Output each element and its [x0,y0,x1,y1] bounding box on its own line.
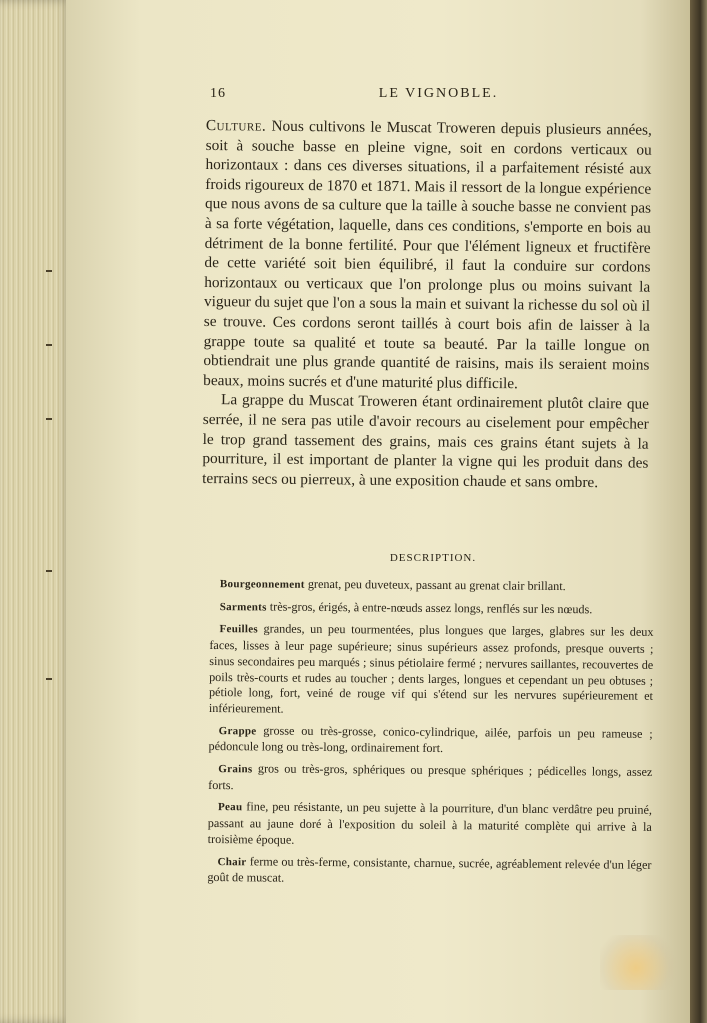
entry-term: Chair [217,855,247,868]
description-entry [208,723,652,759]
description-list [207,576,654,896]
description-entry [208,799,652,851]
entry-text: très-gros, érigés, à entre-nœuds assez longs, renflés sur les nœuds. [269,599,593,617]
entry-term: Peau [217,801,243,814]
entry-term: Grappe [218,724,257,738]
book-binding-edge [690,0,707,1023]
culture-label: Culture. [205,116,267,135]
description-title: DESCRIPTION. [389,552,477,564]
description-entry [210,576,654,597]
entry-term: Bourgeonnement [219,578,305,591]
book-page-edges [0,0,72,1023]
description-entry [208,761,652,797]
entry-text: grandes, un peu tourmentées, plus longues que larges, glabres sur les deux faces, lisses à leur page supérieure; sinus supérieurs assez profonds, presque ouverts ; sinus secondaires peu marqués ; sinus pétiolaire fermé ; nervures saillantes, recouvertes de poils très-courts et rudes au toucher ; dents larges, longues et cependant un peu obtuses ; pétiole long, fort, veiné de rouge vif qui s'étend sur les nervures supérieurement et inférieurement. [208,621,654,716]
body-text [202,116,652,493]
margin-mark [46,344,52,346]
entry-term: Feuilles [219,623,259,636]
description-entry [209,621,654,720]
margin-mark [46,678,52,680]
margin-mark [46,570,52,572]
page-number: 16 [210,86,226,101]
page-stain [600,935,680,990]
entry-text: gros ou très-gros, sphériques ou presque sphériques ; pédicelles longs, assez forts. [208,761,653,792]
paragraph-1-text: Nous cultivons le Muscat Troweren depuis plusieurs années, soit à souche basse en pleine vigne, soit en cordons verticaux ou horizontaux : dans ces diverses situations, il a parfaitement résisté aux froids rigoureux de 1870 et 1871. Mais il ressort de la longue expérience que nous avons de sa culture que la taille à souche basse ne convient pas à sa forte végétation, laquelle, dans ces conditions, s'emporte en bois au détriment de la bonne fertilité. Pour que l'élément ligneux et fructifère de cette variété soit bien équilibré, il faut la conduire sur cordons horizontaux ou verticaux que l'on prolonge plus ou moins suivant la vigueur du sujet que l'on a sous la main et suivant la richesse du sol où il se trouve. Ces cordons seront taillés à court bois afin de laisser à la grappe toute sa qualité et toute sa beauté. Par la taille longue on obtiendrait une plus grande quantité de raisins, mais ils seraient moins beaux, moins sucrés et d'une maturité plus difficile. [203,117,652,392]
description-entry [210,599,654,620]
running-head: LE VIGNOBLE. [378,86,499,101]
paragraph-2: La grappe du Muscat Troweren étant ordinairement plutôt claire que serrée, il ne sera pas utile d'avoir recours au ciselement pour empêcher le trop grand tassement des grains, mais ces grains étant sujets à la pourriture, il est important de planter la vigne qui les produit dans des terrains secs ou pierreux, à une exposition chaude et sans ombre. [202,391,650,491]
entry-term: Grains [218,763,253,776]
page-header [210,86,667,106]
entry-text: fine, peu résistante, un peu sujette à la pourriture, d'un blanc verdâtre peu pruiné, passant au jaune doré à l'exposition du soleil à la maturité complète qui arrive à la troisième époque. [207,799,653,847]
paragraph-culture [203,116,652,395]
entry-text: grosse ou très-grosse, conico-cylindrique, ailée, parfois un peu rameuse ; pédoncule long ou très-long, ordinairement fort. [208,723,653,756]
entry-text: ferme ou très-ferme, consistante, charnue, sucrée, agréablement relevée d'un léger goût de muscat. [207,853,652,885]
description-entry [207,854,651,890]
entry-term: Sarments [219,600,267,614]
margin-mark [46,418,52,420]
margin-mark [46,270,52,272]
entry-text: grenat, peu duveteux, passant au grenat clair brillant. [307,576,566,594]
